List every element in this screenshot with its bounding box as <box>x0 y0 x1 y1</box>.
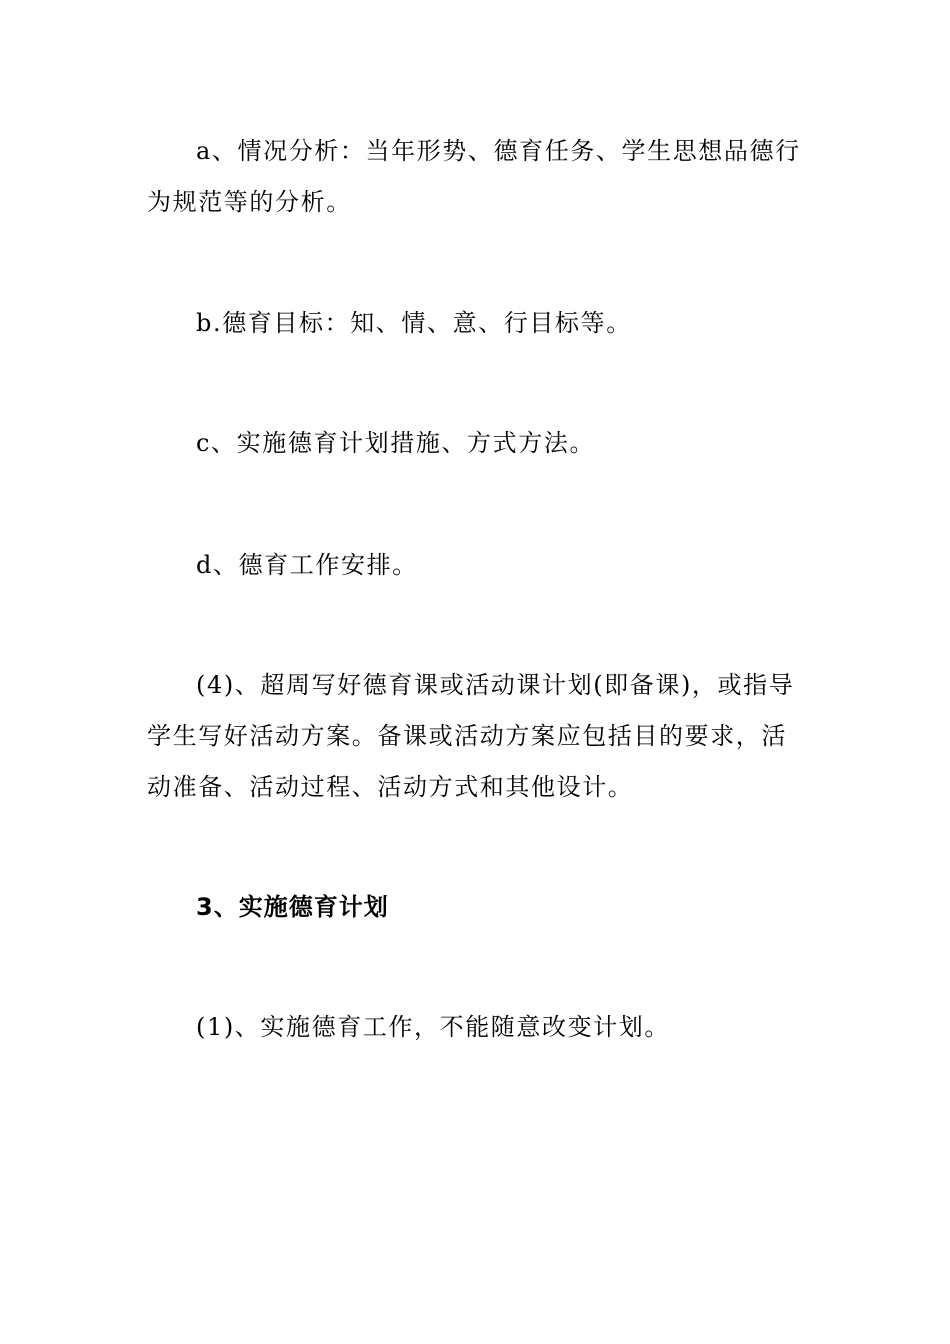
paragraph-work-arrangement: d、德育工作安排。 <box>196 551 418 579</box>
paragraph-situation-analysis: a、情况分析：当年形势、德育任务、学生思想品德行为规范等的分析。 <box>147 137 801 216</box>
paragraph-lesson-planning: (4)、超周写好德育课或活动课计划(即备课)，或指导学生写好活动方案。备课或活动方案应包括目的要求，活动准备、活动过程、活动方式和其他设计。 <box>147 671 795 801</box>
paragraph-moral-goals: b.德育目标：知、情、意、行目标等。 <box>196 309 632 337</box>
section-heading: 3、实施德育计划 <box>196 893 389 921</box>
paragraph-implement-plan: (1)、实施德育工作，不能随意改变计划。 <box>196 1013 670 1041</box>
paragraph-implementation-measures: c、实施德育计划措施、方式方法。 <box>196 429 596 457</box>
